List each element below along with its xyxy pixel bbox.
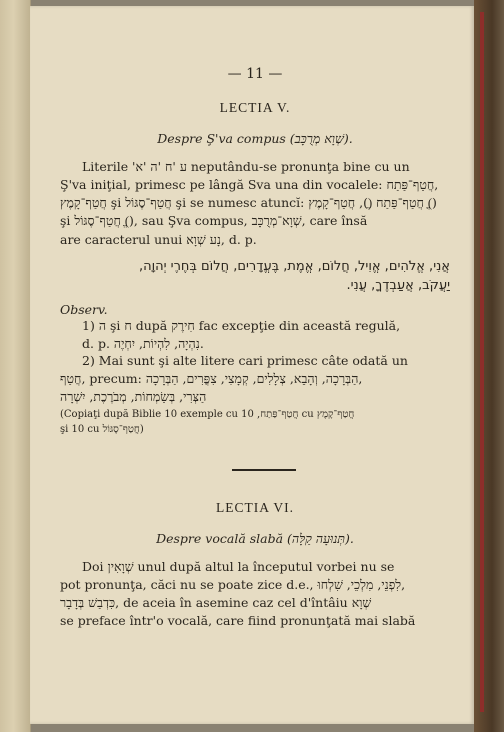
lesson5-body-line: חֲטַף־קָמֶץ şi חֲטַף־סֶגּוֹל şi se numesc atuncĭ: חֲטַף־פַּתַח (ֲ), חֲטַף־קָמֶץ (ֳ) (60, 195, 437, 211)
observation-1 (60, 317, 450, 353)
lesson5-subtitle: Despre Ş'va compus (שְׁוָא מְרֻכָּב). (157, 131, 353, 146)
lesson5-body-line: Ş'va iniţial, primesc pe lângă Sva una din vocalele: חֲטַף־פַּתַח, (60, 177, 439, 193)
page-number: — 11 — (227, 66, 283, 82)
observation-label: Observ. (60, 302, 108, 317)
observation-line: d. p. נִהְיָה, לִהְיוֹת, יִחְיֶה. (82, 336, 204, 352)
lesson6-body (60, 558, 450, 631)
lesson5-body-line: are caracterul unui נָע שְׁוָא, d. p. (60, 231, 257, 247)
lesson6-heading: LECTIA VI. (216, 500, 294, 515)
copy-line: şi 10 cu חֲטַף־סֶגּוֹל) (60, 423, 144, 435)
lesson6-body-line: Doi שְׁוָאִין unul după altul la începutul vorbei nu se (82, 559, 395, 574)
lesson6-body-line: pot pronunţa, căci nu se poate zice d.e., לִפְנֵי, מִלְכֵי, שִׁלְחוּ, (60, 577, 406, 593)
copy-line: (Copiaţi după Biblie 10 exemple cu חֲטַף־פַּתַח, 10 cu חֲטַף־קָמֶץ (60, 409, 355, 420)
examples-line: אֲנִי, אֱלֹהִים, אֱוִיל, חֲלוֹם, אֱמֶת, בֶּעֱדָרִים, חֲלוֹם בְּחֶרֶי יְהוָה, (138, 259, 450, 274)
lesson5-body-line: Literile 'ע 'ח 'ה 'א neputându-se pronunţa bine cu un (82, 159, 410, 174)
book-binding (0, 0, 31, 732)
observation-line: הַצְּרִי, בְּשַׂמְחוֹת, מְבֹרֶכֶת, יִשְׁרָה (60, 389, 207, 405)
copy-instruction (60, 408, 450, 437)
lesson5-examples (60, 258, 450, 296)
observation-line: חֲטַף, precum: הַבְּרָכָה, וְהָבֵא, צְלָלִים, קְמָצִי, צִפֳּרִים, הַבְּרָכָה, (60, 371, 363, 387)
lesson5-body-line: şi חֲטַף־סֶגּוֹל (ֱ), sau Şva compus, שְׁוָא־מְרֻכָּב, care însă (60, 213, 368, 229)
lesson6-body-line: כִּדְבַשׁ בְּדָבָר, de aceia în asemine caz cel d'întâiu שְׁוָא (60, 595, 372, 611)
book-edge (474, 0, 504, 732)
observation-line: 1) ה şi ח după חִירֶק fac excepţie din această regulă, (82, 318, 401, 333)
examples-line: יַעֲקֹב, אֲעַבְדֶךָ, עֲנִי. (346, 277, 450, 293)
book-page (30, 6, 474, 724)
lesson6-body-line: se preface într'o vocală, care fiind pronunţată mai slabă (60, 613, 416, 629)
lesson5-body (60, 158, 450, 249)
observation-line: 2) Mai sunt şi alte litere cari primesc câte odată un (82, 353, 408, 368)
lesson5-heading: LECTIA V. (219, 100, 291, 115)
observation-2 (60, 352, 450, 406)
lesson6-subtitle: Despre vocală slabă (תְּנוּעָה קַלָּה). (156, 531, 354, 546)
section-divider (232, 469, 296, 471)
